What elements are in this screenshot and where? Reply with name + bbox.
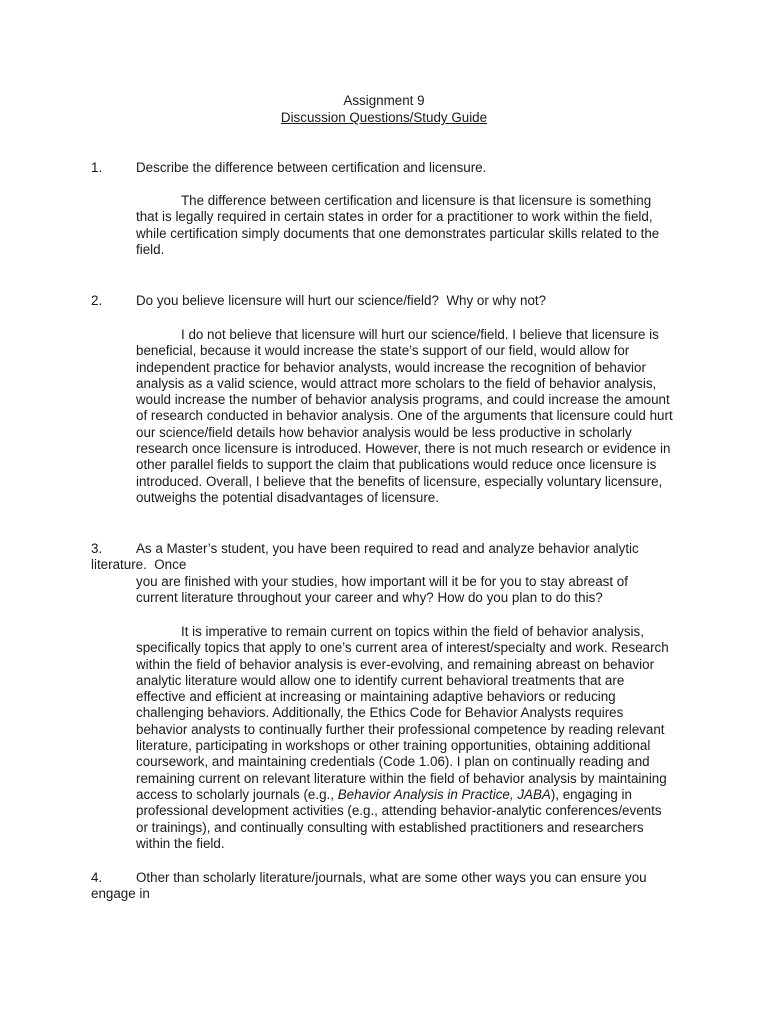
answer-1 [136,193,676,258]
answer-3-journal-names: Behavior Analysis in Practice, JABA [337,786,551,802]
answer-3-text-part-1: It is imperative to remain current on topics within the field of behavior analysis, specifically topics that apply to one’s current area of interest/specialty and work. Research within the field of behavior analysis is ever-evolving, and remaining abreast on behavior analytic literature would allow one to identify current behavioral treatments that are effective and efficient at increasing or maintaining adaptive behaviors or reducing challenging behaviors. Additionally, the Ethics Code for Behavior Analysts requires behavior analysts to continually further their professional competence by reading relevant literature, participating in workshops or other training opportunities, obtaining additional coursework, and maintaining credentials (Code 1.06). I plan on continually reading and remaining current on relevant literature within the field of behavior analysis by maintaining access to scholarly journals (e.g., [136,624,669,802]
question-4-text-line-2: engage in [91,886,150,901]
question-1-text: Describe the difference between certification and licensure. [136,160,487,175]
question-3-text-line-3: you are finished with your studies, how important will it be for you to stay abreast of [136,574,628,589]
answer-2 [136,327,676,506]
question-3-text-line-2: literature. Once [91,557,187,572]
question-3-number: 3. [91,541,103,556]
answer-3 [136,624,676,852]
answer-3-text-part-2: ), engaging in professional development activities (e.g., attending behavior-analytic conferences/events or trainings), and continually consulting with established practitioners and researchers within the field. [136,786,662,851]
question-2-number: 2. [91,293,103,308]
question-1-number: 1. [91,160,103,175]
document-subtitle: Discussion Questions/Study Guide [280,110,488,125]
question-4-text-line-1: Other than scholarly literature/journals, what are some other ways you can ensure you [136,870,647,885]
question-3-text-line-1: As a Master’s student, you have been required to read and analyze behavior analytic [136,541,639,556]
question-4-number: 4. [91,870,103,885]
question-2-text: Do you believe licensure will hurt our science/field? Why or why not? [136,293,547,308]
answer-1-text: The difference between certification and licensure is that licensure is something that is legally required in certain states in order for a practitioner to work within the field, while certification simply documents that one demonstrates particular skills related to the field. [136,193,660,257]
document-title: Assignment 9 [343,93,425,108]
answer-3-text [136,624,676,852]
answer-2-text: I do not believe that licensure will hurt our science/field. I believe that licensure is beneficial, because it would increase the state’s support of our field, would allow for independent practice for behavior analysts, would increase the recognition of behavior analysis as a valid science, would attract more scholars to the field of behavior analysis, would increase the number of behavior analysis programs, and could increase the amount of research conducted in behavior analysis. One of the arguments that licensure could hurt our science/field details how behavior analysis would be less productive in scholarly research once licensure is introduced. However, there is not much research or evidence in other parallel fields to support the claim that publications would reduce once licensure is introduced. Overall, I believe that the benefits of licensure, especially voluntary licensure, outweighs the potential disadvantages of licensure. [136,327,673,505]
question-3-text-line-4: current literature throughout your career and why? How do you plan to do this? [136,590,603,605]
